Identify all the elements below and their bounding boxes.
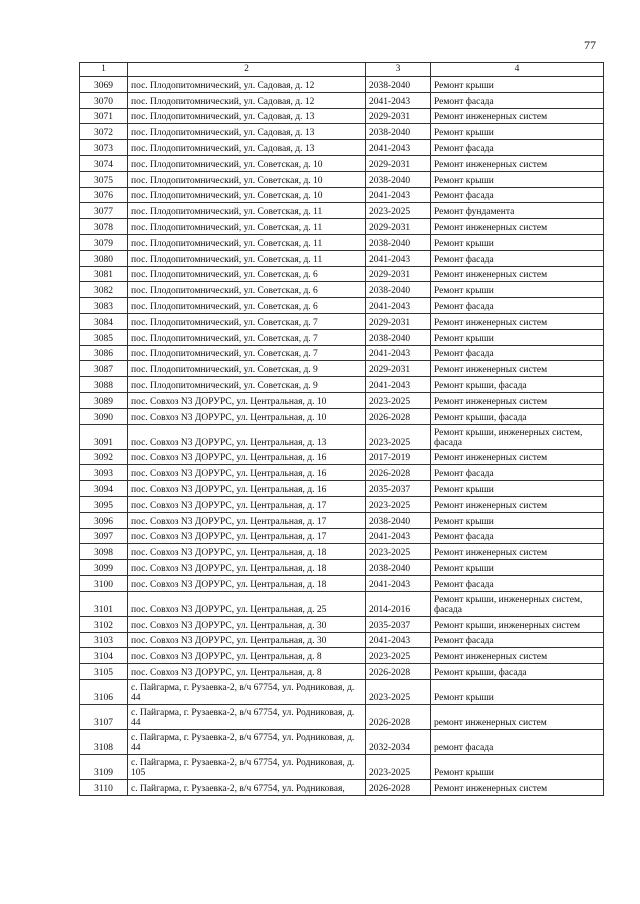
work-type-cell: Ремонт инженерных систем bbox=[431, 219, 604, 235]
period-cell: 2026-2028 bbox=[366, 779, 431, 795]
address-cell: пос. Совхоз N3 ДОРУРС, ул. Центральная, д. 8 bbox=[128, 648, 366, 664]
address-cell: пос. Плодопитомнический, ул. Садовая, д. 13 bbox=[128, 124, 366, 140]
table-row bbox=[80, 203, 604, 219]
period-cell: 2023-2025 bbox=[366, 544, 431, 560]
address-cell: пос. Плодопитомнический, ул. Советская, д. 9 bbox=[128, 377, 366, 393]
row-number: 3093 bbox=[80, 465, 128, 481]
work-type-cell: Ремонт фасада bbox=[431, 465, 604, 481]
address-cell: пос. Плодопитомнический, ул. Садовая, д. 12 bbox=[128, 92, 366, 108]
work-type-cell: Ремонт крыши, фасада bbox=[431, 408, 604, 424]
period-cell: 2029-2031 bbox=[366, 266, 431, 282]
period-cell: 2026-2028 bbox=[366, 408, 431, 424]
address-cell: пос. Совхоз N3 ДОРУРС, ул. Центральная, д. 16 bbox=[128, 465, 366, 481]
row-number: 3070 bbox=[80, 92, 128, 108]
table-row bbox=[80, 560, 604, 576]
row-number: 3081 bbox=[80, 266, 128, 282]
period-cell: 2026-2028 bbox=[366, 664, 431, 680]
period-cell: 2026-2028 bbox=[366, 465, 431, 481]
work-type-cell: Ремонт инженерных систем bbox=[431, 361, 604, 377]
row-number: 3100 bbox=[80, 575, 128, 591]
work-type-cell: ремонт инженерных систем bbox=[431, 704, 604, 729]
address-cell: пос. Плодопитомнический, ул. Советская, д. 6 bbox=[128, 266, 366, 282]
period-cell: 2023-2025 bbox=[366, 203, 431, 219]
period-cell: 2023-2025 bbox=[366, 648, 431, 664]
address-cell: пос. Плодопитомнический, ул. Советская, д. 7 bbox=[128, 313, 366, 329]
table-row bbox=[80, 171, 604, 187]
address-cell: пос. Совхоз N3 ДОРУРС, ул. Центральная, д. 30 bbox=[128, 632, 366, 648]
address-cell: с. Пайгарма, г. Рузаевка-2, в/ч 67754, ул. Родниковая, д. 44 bbox=[128, 729, 366, 754]
period-cell: 2041-2043 bbox=[366, 575, 431, 591]
address-cell: пос. Плодопитомнический, ул. Советская, д. 11 bbox=[128, 234, 366, 250]
period-cell: 2038-2040 bbox=[366, 77, 431, 93]
period-cell: 2041-2043 bbox=[366, 140, 431, 156]
row-number: 3073 bbox=[80, 140, 128, 156]
row-number: 3101 bbox=[80, 591, 128, 616]
period-cell: 2041-2043 bbox=[366, 528, 431, 544]
period-cell: 2035-2037 bbox=[366, 616, 431, 632]
address-cell: пос. Плодопитомнический, ул. Советская, д. 6 bbox=[128, 282, 366, 298]
row-number: 3084 bbox=[80, 313, 128, 329]
address-cell: пос. Плодопитомнический, ул. Советская, д. 10 bbox=[128, 171, 366, 187]
row-number: 3106 bbox=[80, 679, 128, 704]
address-cell: пос. Совхоз N3 ДОРУРС, ул. Центральная, д. 25 bbox=[128, 591, 366, 616]
work-type-cell: Ремонт инженерных систем bbox=[431, 544, 604, 560]
table-row bbox=[80, 250, 604, 266]
row-number: 3110 bbox=[80, 779, 128, 795]
table-row bbox=[80, 575, 604, 591]
work-type-cell: ремонт фасада bbox=[431, 729, 604, 754]
work-type-cell: Ремонт крыши bbox=[431, 124, 604, 140]
period-cell: 2029-2031 bbox=[366, 361, 431, 377]
period-cell: 2026-2028 bbox=[366, 704, 431, 729]
work-type-cell: Ремонт фасада bbox=[431, 250, 604, 266]
table-row bbox=[80, 664, 604, 680]
table-row bbox=[80, 392, 604, 408]
work-type-cell: Ремонт крыши bbox=[431, 481, 604, 497]
row-number: 3088 bbox=[80, 377, 128, 393]
address-cell: пос. Совхоз N3 ДОРУРС, ул. Центральная, д. 16 bbox=[128, 481, 366, 497]
table-row bbox=[80, 266, 604, 282]
table-row bbox=[80, 345, 604, 361]
table-row bbox=[80, 361, 604, 377]
address-cell: пос. Плодопитомнический, ул. Советская, д. 11 bbox=[128, 250, 366, 266]
period-cell: 2041-2043 bbox=[366, 298, 431, 314]
period-cell: 2017-2019 bbox=[366, 449, 431, 465]
row-number: 3080 bbox=[80, 250, 128, 266]
table-row bbox=[80, 424, 604, 449]
address-cell: пос. Совхоз N3 ДОРУРС, ул. Центральная, д. 30 bbox=[128, 616, 366, 632]
row-number: 3099 bbox=[80, 560, 128, 576]
table-row bbox=[80, 313, 604, 329]
address-cell: пос. Совхоз N3 ДОРУРС, ул. Центральная, д. 17 bbox=[128, 496, 366, 512]
address-cell: с. Пайгарма, г. Рузаевка-2, в/ч 67754, ул. Родниковая, д. 105 bbox=[128, 754, 366, 779]
period-cell: 2038-2040 bbox=[366, 282, 431, 298]
period-cell: 2041-2043 bbox=[366, 345, 431, 361]
work-type-cell: Ремонт крыши, фасада bbox=[431, 664, 604, 680]
address-cell: пос. Плодопитомнический, ул. Советская, д. 10 bbox=[128, 187, 366, 203]
row-number: 3079 bbox=[80, 234, 128, 250]
row-number: 3069 bbox=[80, 77, 128, 93]
address-cell: пос. Плодопитомнический, ул. Советская, д. 10 bbox=[128, 155, 366, 171]
table-row bbox=[80, 377, 604, 393]
table-row bbox=[80, 591, 604, 616]
work-type-cell: Ремонт фасада bbox=[431, 92, 604, 108]
period-cell: 2038-2040 bbox=[366, 560, 431, 576]
period-cell: 2023-2025 bbox=[366, 754, 431, 779]
table-row bbox=[80, 648, 604, 664]
row-number: 3077 bbox=[80, 203, 128, 219]
table-row bbox=[80, 729, 604, 754]
row-number: 3102 bbox=[80, 616, 128, 632]
table-row bbox=[80, 77, 604, 93]
work-type-cell: Ремонт крыши bbox=[431, 329, 604, 345]
work-type-cell: Ремонт крыши, фасада bbox=[431, 377, 604, 393]
work-type-cell: Ремонт фасада bbox=[431, 575, 604, 591]
column-header: 1 bbox=[80, 63, 128, 77]
row-number: 3074 bbox=[80, 155, 128, 171]
table-row bbox=[80, 616, 604, 632]
period-cell: 2041-2043 bbox=[366, 187, 431, 203]
period-cell: 2032-2034 bbox=[366, 729, 431, 754]
table-row bbox=[80, 298, 604, 314]
address-cell: пос. Совхоз N3 ДОРУРС, ул. Центральная, д. 18 bbox=[128, 560, 366, 576]
work-type-cell: Ремонт фасада bbox=[431, 345, 604, 361]
address-cell: пос. Плодопитомнический, ул. Советская, д. 11 bbox=[128, 203, 366, 219]
table-row bbox=[80, 528, 604, 544]
work-type-cell: Ремонт крыши bbox=[431, 171, 604, 187]
period-cell: 2041-2043 bbox=[366, 92, 431, 108]
period-cell: 2041-2043 bbox=[366, 250, 431, 266]
period-cell: 2023-2025 bbox=[366, 496, 431, 512]
period-cell: 2041-2043 bbox=[366, 632, 431, 648]
period-cell: 2029-2031 bbox=[366, 155, 431, 171]
period-cell: 2041-2043 bbox=[366, 377, 431, 393]
row-number: 3095 bbox=[80, 496, 128, 512]
period-cell: 2038-2040 bbox=[366, 171, 431, 187]
work-type-cell: Ремонт инженерных систем bbox=[431, 108, 604, 124]
work-type-cell: Ремонт инженерных систем bbox=[431, 779, 604, 795]
work-type-cell: Ремонт крыши bbox=[431, 754, 604, 779]
address-cell: пос. Совхоз N3 ДОРУРС, ул. Центральная, д. 8 bbox=[128, 664, 366, 680]
work-type-cell: Ремонт инженерных систем bbox=[431, 392, 604, 408]
period-cell: 2035-2037 bbox=[366, 481, 431, 497]
work-type-cell: Ремонт крыши bbox=[431, 282, 604, 298]
table-row bbox=[80, 108, 604, 124]
work-type-cell: Ремонт крыши bbox=[431, 512, 604, 528]
work-type-cell: Ремонт инженерных систем bbox=[431, 266, 604, 282]
address-cell: пос. Плодопитомнический, ул. Советская, д. 11 bbox=[128, 219, 366, 235]
address-cell: пос. Плодопитомнический, ул. Советская, д. 9 bbox=[128, 361, 366, 377]
work-type-cell: Ремонт крыши, инженерных систем, фасада bbox=[431, 424, 604, 449]
table-row bbox=[80, 187, 604, 203]
address-cell: пос. Совхоз N3 ДОРУРС, ул. Центральная, д. 18 bbox=[128, 575, 366, 591]
row-number: 3092 bbox=[80, 449, 128, 465]
column-header: 3 bbox=[366, 63, 431, 77]
row-number: 3096 bbox=[80, 512, 128, 528]
table-row bbox=[80, 219, 604, 235]
address-cell: пос. Плодопитомнический, ул. Садовая, д. 13 bbox=[128, 140, 366, 156]
work-type-cell: Ремонт фасада bbox=[431, 140, 604, 156]
period-cell: 2023-2025 bbox=[366, 424, 431, 449]
table-row bbox=[80, 481, 604, 497]
table-row bbox=[80, 779, 604, 795]
work-type-cell: Ремонт инженерных систем bbox=[431, 313, 604, 329]
work-type-cell: Ремонт фасада bbox=[431, 528, 604, 544]
table-row bbox=[80, 408, 604, 424]
address-cell: пос. Плодопитомнический, ул. Советская, д. 7 bbox=[128, 329, 366, 345]
address-cell: с. Пайгарма, г. Рузаевка-2, в/ч 67754, ул. Родниковая, д. 44 bbox=[128, 679, 366, 704]
table-row bbox=[80, 632, 604, 648]
period-cell: 2038-2040 bbox=[366, 234, 431, 250]
table-row bbox=[80, 544, 604, 560]
row-number: 3103 bbox=[80, 632, 128, 648]
work-type-cell: Ремонт фундамента bbox=[431, 203, 604, 219]
period-cell: 2014-2016 bbox=[366, 591, 431, 616]
row-number: 3071 bbox=[80, 108, 128, 124]
row-number: 3094 bbox=[80, 481, 128, 497]
table-body bbox=[80, 77, 604, 796]
period-cell: 2023-2025 bbox=[366, 679, 431, 704]
table-row bbox=[80, 124, 604, 140]
address-cell: пос. Совхоз N3 ДОРУРС, ул. Центральная, д. 17 bbox=[128, 528, 366, 544]
page-number: 77 bbox=[584, 38, 596, 52]
column-header: 4 bbox=[431, 63, 604, 77]
address-cell: пос. Плодопитомнический, ул. Садовая, д. 13 bbox=[128, 108, 366, 124]
row-number: 3085 bbox=[80, 329, 128, 345]
table-row bbox=[80, 449, 604, 465]
work-type-cell: Ремонт инженерных систем bbox=[431, 155, 604, 171]
row-number: 3098 bbox=[80, 544, 128, 560]
row-number: 3086 bbox=[80, 345, 128, 361]
row-number: 3072 bbox=[80, 124, 128, 140]
work-type-cell: Ремонт инженерных систем bbox=[431, 648, 604, 664]
address-cell: пос. Совхоз N3 ДОРУРС, ул. Центральная, д. 18 bbox=[128, 544, 366, 560]
row-number: 3097 bbox=[80, 528, 128, 544]
repair-schedule-table bbox=[79, 62, 604, 796]
period-cell: 2029-2031 bbox=[366, 108, 431, 124]
table-row bbox=[80, 140, 604, 156]
row-number: 3109 bbox=[80, 754, 128, 779]
work-type-cell: Ремонт крыши, инженерных систем bbox=[431, 616, 604, 632]
row-number: 3108 bbox=[80, 729, 128, 754]
row-number: 3107 bbox=[80, 704, 128, 729]
period-cell: 2029-2031 bbox=[366, 219, 431, 235]
column-header: 2 bbox=[128, 63, 366, 77]
work-type-cell: Ремонт фасада bbox=[431, 632, 604, 648]
table-row bbox=[80, 496, 604, 512]
address-cell: пос. Плодопитомнический, ул. Советская, д. 7 bbox=[128, 345, 366, 361]
table-row bbox=[80, 329, 604, 345]
period-cell: 2023-2025 bbox=[366, 392, 431, 408]
work-type-cell: Ремонт инженерных систем bbox=[431, 449, 604, 465]
table-row bbox=[80, 512, 604, 528]
table-row bbox=[80, 754, 604, 779]
row-number: 3078 bbox=[80, 219, 128, 235]
work-type-cell: Ремонт крыши bbox=[431, 234, 604, 250]
row-number: 3082 bbox=[80, 282, 128, 298]
address-cell: с. Пайгарма, г. Рузаевка-2, в/ч 67754, ул. Родниковая, bbox=[128, 779, 366, 795]
table-row bbox=[80, 465, 604, 481]
work-type-cell: Ремонт крыши bbox=[431, 560, 604, 576]
period-cell: 2038-2040 bbox=[366, 329, 431, 345]
address-cell: с. Пайгарма, г. Рузаевка-2, в/ч 67754, ул. Родниковая, д. 44 bbox=[128, 704, 366, 729]
address-cell: пос. Совхоз N3 ДОРУРС, ул. Центральная, д. 10 bbox=[128, 392, 366, 408]
table-row bbox=[80, 234, 604, 250]
address-cell: пос. Плодопитомнический, ул. Советская, д. 6 bbox=[128, 298, 366, 314]
table-row bbox=[80, 155, 604, 171]
row-number: 3104 bbox=[80, 648, 128, 664]
table-row bbox=[80, 679, 604, 704]
header-row bbox=[80, 63, 604, 77]
row-number: 3089 bbox=[80, 392, 128, 408]
table-row bbox=[80, 92, 604, 108]
row-number: 3075 bbox=[80, 171, 128, 187]
address-cell: пос. Совхоз N3 ДОРУРС, ул. Центральная, д. 16 bbox=[128, 449, 366, 465]
row-number: 3091 bbox=[80, 424, 128, 449]
address-cell: пос. Совхоз N3 ДОРУРС, ул. Центральная, д. 10 bbox=[128, 408, 366, 424]
work-type-cell: Ремонт крыши bbox=[431, 77, 604, 93]
row-number: 3083 bbox=[80, 298, 128, 314]
period-cell: 2029-2031 bbox=[366, 313, 431, 329]
work-type-cell: Ремонт фасада bbox=[431, 298, 604, 314]
work-type-cell: Ремонт фасада bbox=[431, 187, 604, 203]
work-type-cell: Ремонт инженерных систем bbox=[431, 496, 604, 512]
period-cell: 2038-2040 bbox=[366, 512, 431, 528]
address-cell: пос. Совхоз N3 ДОРУРС, ул. Центральная, д. 13 bbox=[128, 424, 366, 449]
table-row bbox=[80, 282, 604, 298]
address-cell: пос. Совхоз N3 ДОРУРС, ул. Центральная, д. 17 bbox=[128, 512, 366, 528]
row-number: 3090 bbox=[80, 408, 128, 424]
row-number: 3087 bbox=[80, 361, 128, 377]
address-cell: пос. Плодопитомнический, ул. Садовая, д. 12 bbox=[128, 77, 366, 93]
work-type-cell: Ремонт крыши, инженерных систем, фасада bbox=[431, 591, 604, 616]
row-number: 3076 bbox=[80, 187, 128, 203]
period-cell: 2038-2040 bbox=[366, 124, 431, 140]
table-row bbox=[80, 704, 604, 729]
row-number: 3105 bbox=[80, 664, 128, 680]
work-type-cell: Ремонт крыши bbox=[431, 679, 604, 704]
